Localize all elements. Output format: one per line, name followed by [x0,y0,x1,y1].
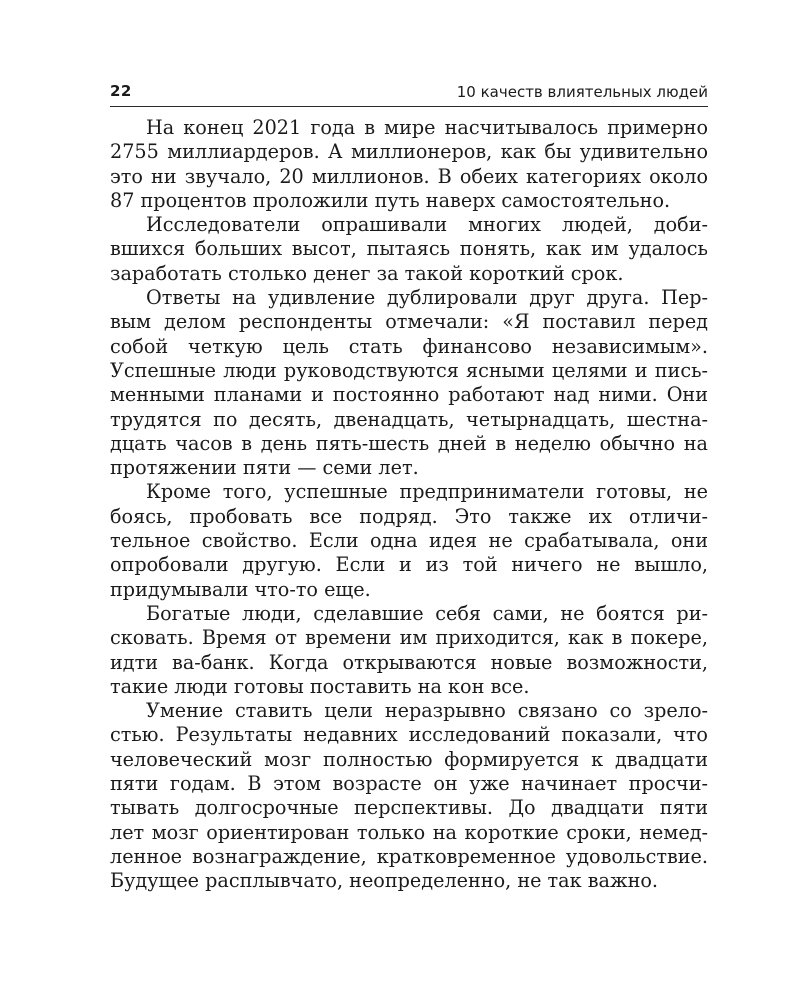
paragraph [110,213,708,286]
running-title: 10 качеств влиятельных людей [456,83,708,101]
text-line: Будущее расплывчато, неопределенно, не так важно. [110,869,659,893]
text-line: опробовали другую. Если и из той ничего не вышло, [110,553,708,577]
text-line: вшихся больших высот, пытаясь понять, как им удалось [110,237,708,261]
paragraph [110,480,708,601]
text-line: Исследователи опрашивали многих людей, доби- [146,213,708,237]
text-line: вым делом респонденты отмечали: «Я поставил перед [110,310,708,334]
text-line: боясь, пробовать все подряд. Это также их отличи- [110,504,708,528]
text-line: тельное свойство. Если одна идея не срабатывала, они [110,529,708,553]
header-rule [110,106,708,107]
text-line: Умение ставить цели неразрывно связано со зрело- [146,699,708,723]
text-line: идти ва-банк. Когда открываются новые возможности, [110,650,708,674]
text-line: Кроме того, успешные предприниматели готовы, не [146,480,708,504]
text-line: ленное вознаграждение, кратковременное удовольствие. [110,844,708,868]
text-line: менными планами и постоянно работают над ними. Они [110,383,708,407]
text-line: такие люди готовы поставить на кон все. [110,674,530,698]
text-line: дцать часов в день пять-шесть дней в неделю обычно на [110,431,708,455]
text-line: Богатые люди, сделавшие себя сами, не боятся ри- [146,601,708,625]
text-line: стью. Результаты недавних исследований показали, что [110,723,708,747]
paragraph [110,602,708,699]
text-line: Успешные люди руководствуются ясными целями и пись- [110,358,708,382]
text-line: заработать столько денег за такой короткий срок. [110,261,624,285]
text-line: это ни звучало, 20 миллионов. В обеих категориях около [110,164,708,188]
text-line: человеческий мозг полностью формируется к двадцати [110,747,708,771]
text-line: На конец 2021 года в мире насчитывалось примерно [146,116,708,139]
text-line: трудятся по десять, двенадцать, четырнадцать, шестна- [110,407,708,431]
page-number: 22 [110,82,132,100]
paragraph [110,116,708,213]
text-line: лет мозг ориентирован только на короткие сроки, немед- [110,820,708,844]
running-header [110,80,708,104]
paragraph [110,286,708,480]
text-line: собой четкую цель стать финансово независимым». [110,334,708,358]
text-line: пяти годам. В этом возрасте он уже начинает просчи- [110,772,708,796]
paragraph [110,699,708,893]
text-line: тывать долгосрочные перспективы. До двадцати пяти [110,796,708,820]
text-line: 87 процентов проложили путь наверх самостоятельно. [110,188,671,212]
body-text [110,116,708,894]
text-line: придумывали что-то еще. [110,577,371,601]
text-line: 2755 миллиардеров. А миллионеров, как бы удивительно [110,140,708,164]
text-line: протяжении пяти — семи лет. [110,456,419,480]
text-line: Ответы на удивление дублировали друг друга. Пер- [146,286,708,310]
text-line: сковать. Время от времени им приходится, как в покере, [110,626,708,650]
